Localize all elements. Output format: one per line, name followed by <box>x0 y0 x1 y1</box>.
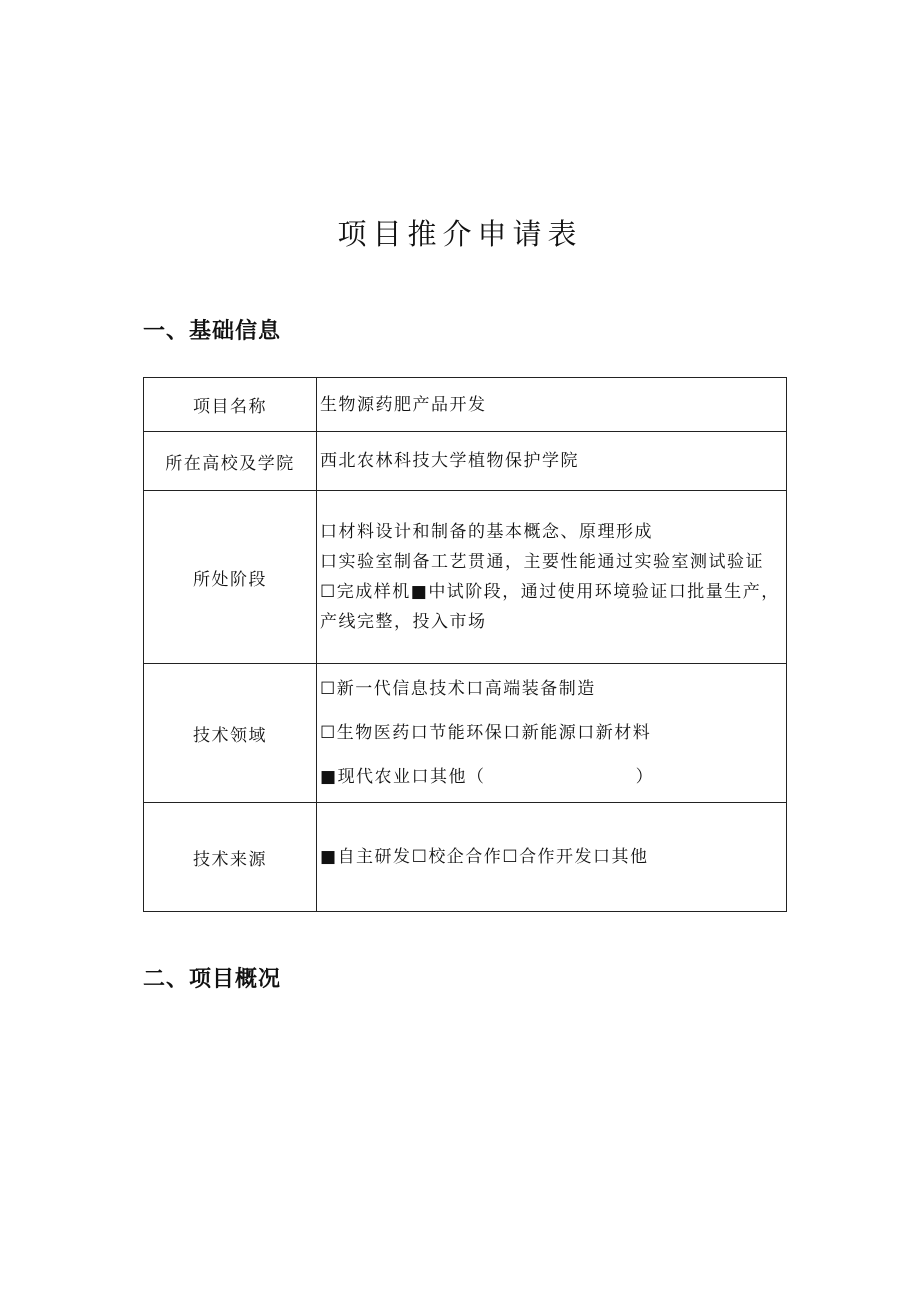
stage-option-pilot: 中试阶段，通过使用环境验证口批量生产，产线完整，投入市场 <box>320 582 780 632</box>
table-row-tech-source <box>144 803 787 912</box>
tech-field-label: 技术领域 <box>144 664 317 803</box>
checkbox-unchecked-icon: ☐ <box>502 847 520 867</box>
stage-option-lab: 口实验室制备工艺贯通，主要性能通过实验室测试验证 <box>320 552 764 572</box>
table-row-project-name <box>144 378 787 432</box>
tech-source-options <box>317 803 787 912</box>
school-label: 所在高校及学院 <box>144 432 317 491</box>
document-title: 项目推介申请表 <box>337 217 583 251</box>
tech-field-it: 新一代信息技术口高端装备制造 <box>336 679 596 699</box>
stage-option-concept: 口材料设计和制备的基本概念、原理形成 <box>320 522 653 542</box>
checkbox-unchecked-icon: ☐ <box>320 582 337 602</box>
stage-option-prototype: 完成样机 <box>336 582 411 602</box>
basic-info-table <box>143 377 787 912</box>
tech-field-bio: 生物医药口节能环保口新能源口新材料 <box>336 723 652 743</box>
tech-source-cooperation: 合作开发口其他 <box>519 847 649 867</box>
stage-option-pilot-row <box>320 577 782 637</box>
tech-field-line-1 <box>320 667 782 711</box>
table-row-stage <box>144 491 787 664</box>
tech-field-options <box>317 664 787 803</box>
other-close-paren: ） <box>635 767 655 787</box>
tech-field-agriculture: 现代农业口其他（ <box>337 767 486 787</box>
checkbox-checked-icon: ■ <box>320 847 338 867</box>
checkbox-unchecked-icon: ☐ <box>411 847 429 867</box>
tech-field-line-3 <box>320 755 782 799</box>
tech-source-school-enterprise: 校企合作 <box>428 847 503 867</box>
table-row-tech-field <box>144 664 787 803</box>
stage-options <box>317 491 787 664</box>
section-heading-basic-info: 一、基础信息 <box>143 319 282 344</box>
project-name-value: 生物源药肥产品开发 <box>317 378 787 432</box>
tech-field-line-2 <box>320 711 782 755</box>
tech-source-label: 技术来源 <box>144 803 317 912</box>
section-heading-overview: 二、项目概况 <box>143 967 282 992</box>
school-value: 西北农林科技大学植物保护学院 <box>317 432 787 491</box>
project-name-label: 项目名称 <box>144 378 317 432</box>
stage-label: 所处阶段 <box>144 491 317 664</box>
tech-source-independent: 自主研发 <box>337 847 412 867</box>
checkbox-unchecked-icon: ☐ <box>320 679 337 699</box>
checkbox-checked-icon: ■ <box>410 582 429 602</box>
checkbox-checked-icon: ■ <box>320 767 338 787</box>
tech-source-line <box>320 842 782 872</box>
checkbox-unchecked-icon: ☐ <box>320 723 337 743</box>
table-row-school <box>144 432 787 491</box>
